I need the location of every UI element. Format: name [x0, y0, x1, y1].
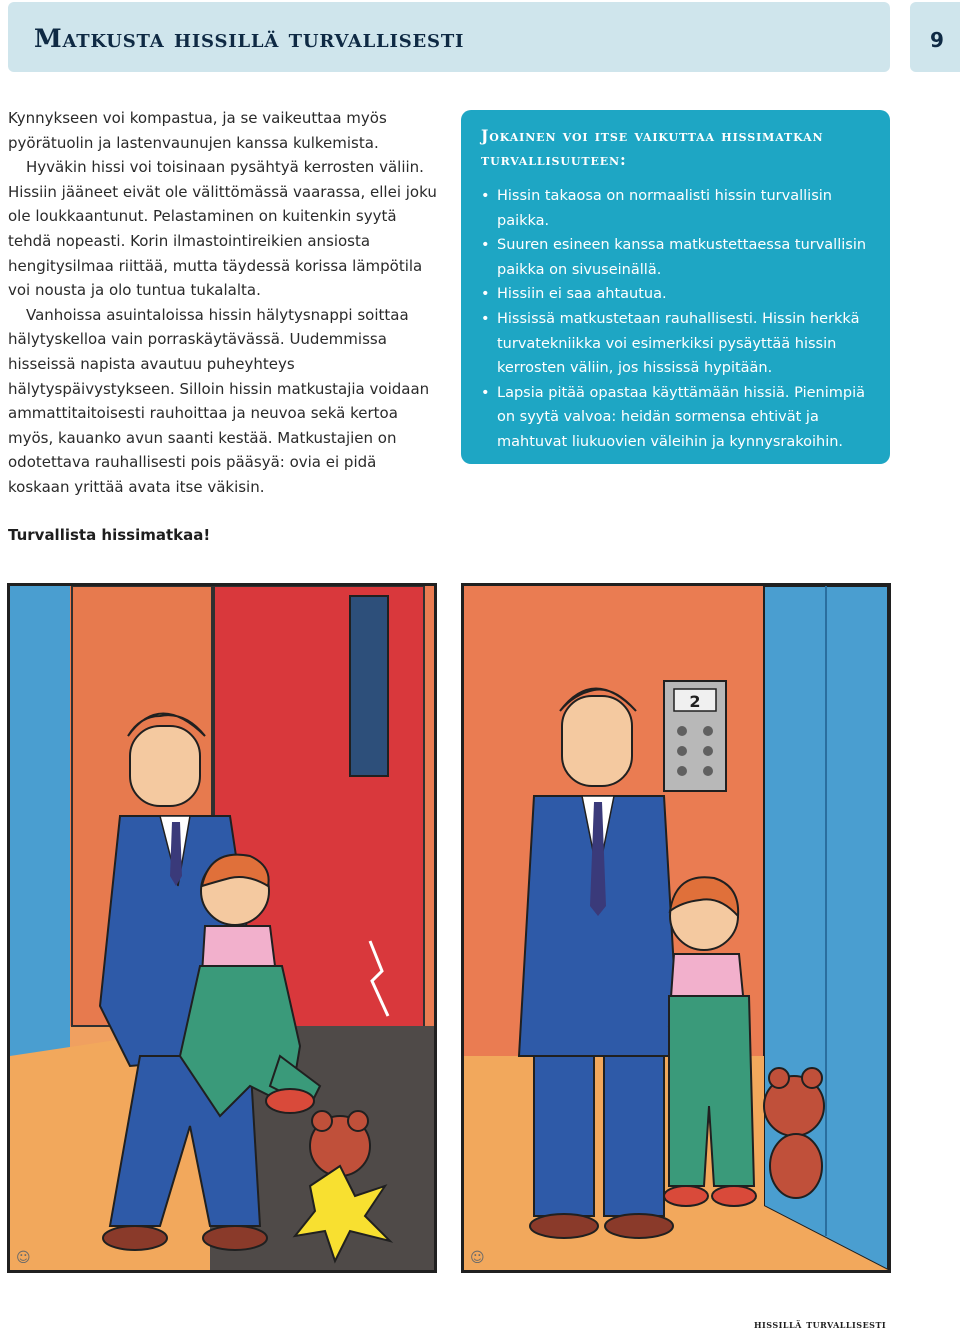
safety-tips-heading: Jokainen voi itse vaikuttaa hissimatkan turvallisuuteen: [481, 126, 824, 169]
body-paragraph: Kynnykseen voi kompastua, ja se vaikeuttaa myös pyörätuolin ja lastenvaunujen kanssa kulkemista. [8, 109, 387, 152]
unsafe-ride-drawing [10, 586, 434, 1270]
man-head [562, 696, 632, 786]
bullet-icon: • [481, 310, 490, 327]
man-head [130, 726, 200, 806]
safety-tips-list [481, 184, 870, 455]
page-number-box [910, 2, 960, 72]
body-text [8, 106, 438, 500]
panel-marker-icon: ☺ [16, 1250, 31, 1266]
bullet-icon: • [481, 286, 490, 303]
page-number: 9 [930, 28, 944, 52]
bullet-icon: • [481, 237, 490, 254]
safety-tip-text: Hississä matkustetaan rauhallisesti. Hissin herkkä turvatekniikka voi esimerkiksi pysäyttää hissin kerrosten väliin, jos hississä hypitään. [497, 310, 860, 377]
bullet-icon: • [481, 384, 490, 401]
safe-ride-illustration [461, 583, 891, 1273]
floor-number: 2 [689, 692, 701, 711]
safety-tip-text: Suuren esineen kanssa matkustettaessa turvallisin paikka on sivuseinällä. [497, 237, 867, 278]
safe-ride-drawing [464, 586, 888, 1270]
safety-tips-box [461, 110, 890, 464]
safety-tip-item [481, 233, 870, 282]
safety-tip-item [481, 381, 870, 455]
safety-tip-text: Hissiin ei saa ahtautua. [497, 286, 667, 303]
panel-marker-icon: ☺ [470, 1250, 485, 1266]
man-trousers [534, 1056, 594, 1216]
door-window [350, 596, 388, 776]
header-bar [8, 2, 890, 72]
body-paragraph: Hyväkin hissi voi toisinaan pysähtyä kerrosten väliin. Hissiin jääneet eivät ole välittömässä vaarassa, ellei joku ole loukkaantunut. Pelastaminen on kuitenkin syytä tehdä nopeasti. Korin ilmastointireikien ansiosta hengitysilmaa riittää, mutta täydessä korissa lämpötila voi nousta ja olo tuntua tukalalta. [8, 158, 437, 300]
safety-tip-item [481, 184, 870, 233]
safety-tip-text: Lapsia pitää opastaa käyttämään hissiä. Pienimpiä on syytä valvoa: heidän sormensa ehtivät ja mahtuvat liukuovien väleihin ja kynnysrakoihin. [497, 384, 865, 450]
page-title: Matkusta hissillä turvallisesti [34, 24, 465, 53]
side-wall [10, 586, 70, 1056]
safety-tip-text: Hissin takaosa on normaalisti hissin turvallisin paikka. [497, 188, 832, 229]
unsafe-ride-illustration [7, 583, 437, 1273]
illustration-caption: Turvallista hissimatkaa! [8, 526, 211, 544]
safety-tip-item [481, 307, 870, 381]
safety-tip-item [481, 282, 870, 307]
girl-overalls [669, 996, 754, 1186]
bullet-icon: • [481, 188, 490, 204]
footer-running-title: hissillä turvallisesti [754, 1318, 887, 1331]
body-paragraph: Vanhoissa asuintaloissa hissin hälytysnappi soittaa hälytyskelloa vain porraskäytävässä. Uudemmissa hisseissä napista avautuu puheyhteys hälytyspäivystykseen. Silloin hissin matkustajia voidaan ammattitaitoisesti rauhoittaa ja neuvoa sekä kertoa myös, kauanko avun saanti kestää. Matkustajien on odotettava rauhallisesti pois pääsyä: ovia ei pidä koskaan yrittää avata itse väkisin. [8, 305, 430, 496]
